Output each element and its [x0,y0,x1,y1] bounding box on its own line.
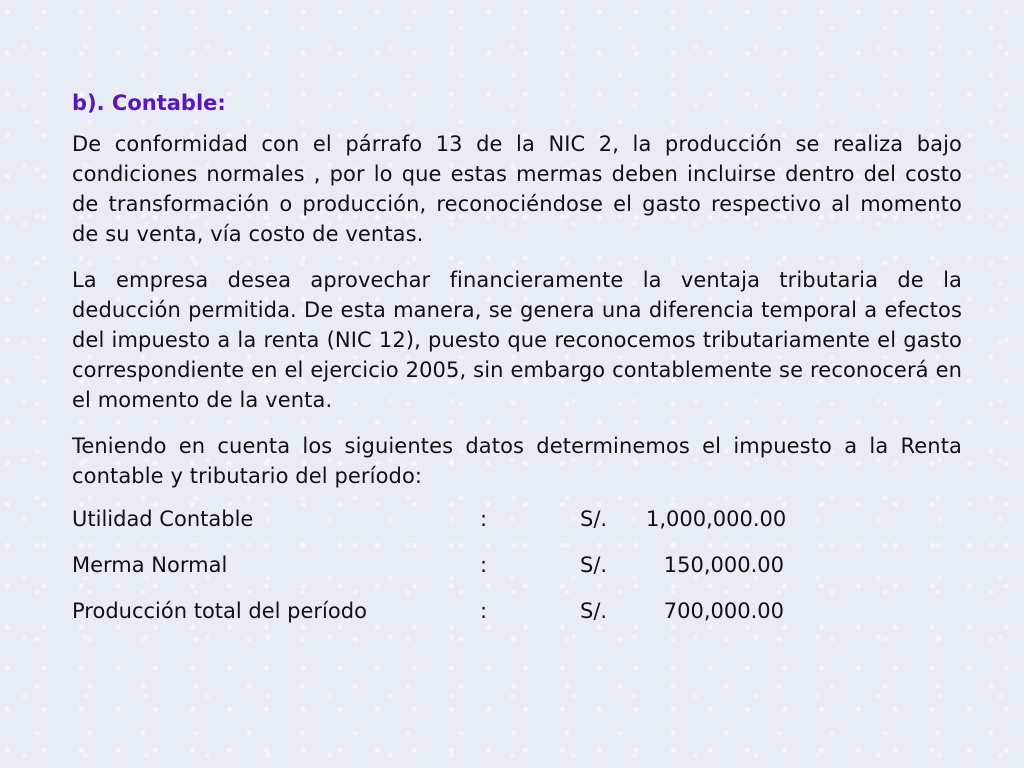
data-currency: S/. [580,507,608,532]
data-label: Producción total del período [72,599,367,624]
data-colon: : [480,553,488,578]
data-amount: 700,000.00 [663,599,784,624]
data-row-merma [72,553,962,599]
data-currency: S/. [580,599,608,624]
data-colon: : [480,507,488,532]
slide-content [72,90,962,645]
data-amount: 1,000,000.00 [646,507,787,532]
data-currency: S/. [580,553,608,578]
paragraph-datos: Teniendo en cuenta los siguientes datos determinemos el impuesto a la Renta contable y tributario del período: [72,434,962,489]
data-label: Utilidad Contable [72,507,254,532]
paragraph-nic2: De conformidad con el párrafo 13 de la NIC 2, la producción se realiza bajo condiciones normales , por lo que estas mermas deben incluirse dentro del costo de transformación o producción, reconociéndose el gasto respectivo al momento de su venta, vía costo de ventas. [72,132,962,247]
data-colon: : [480,599,488,624]
data-table [72,507,962,645]
paragraph-deduccion: La empresa desea aprovechar financieramente la ventaja tributaria de la deducción permitida. De esta manera, se genera una diferencia temporal a efectos del impuesto a la renta (NIC 12), puesto que reconocemos tributariamente el gasto correspondiente en el ejercicio 2005, sin embargo contablemente se reconocerá en el momento de la venta. [72,268,962,413]
data-label: Merma Normal [72,553,228,578]
section-heading: b). Contable: [72,91,226,115]
data-amount: 150,000.00 [663,553,784,578]
data-row-produccion [72,599,962,645]
data-row-utilidad [72,507,962,553]
